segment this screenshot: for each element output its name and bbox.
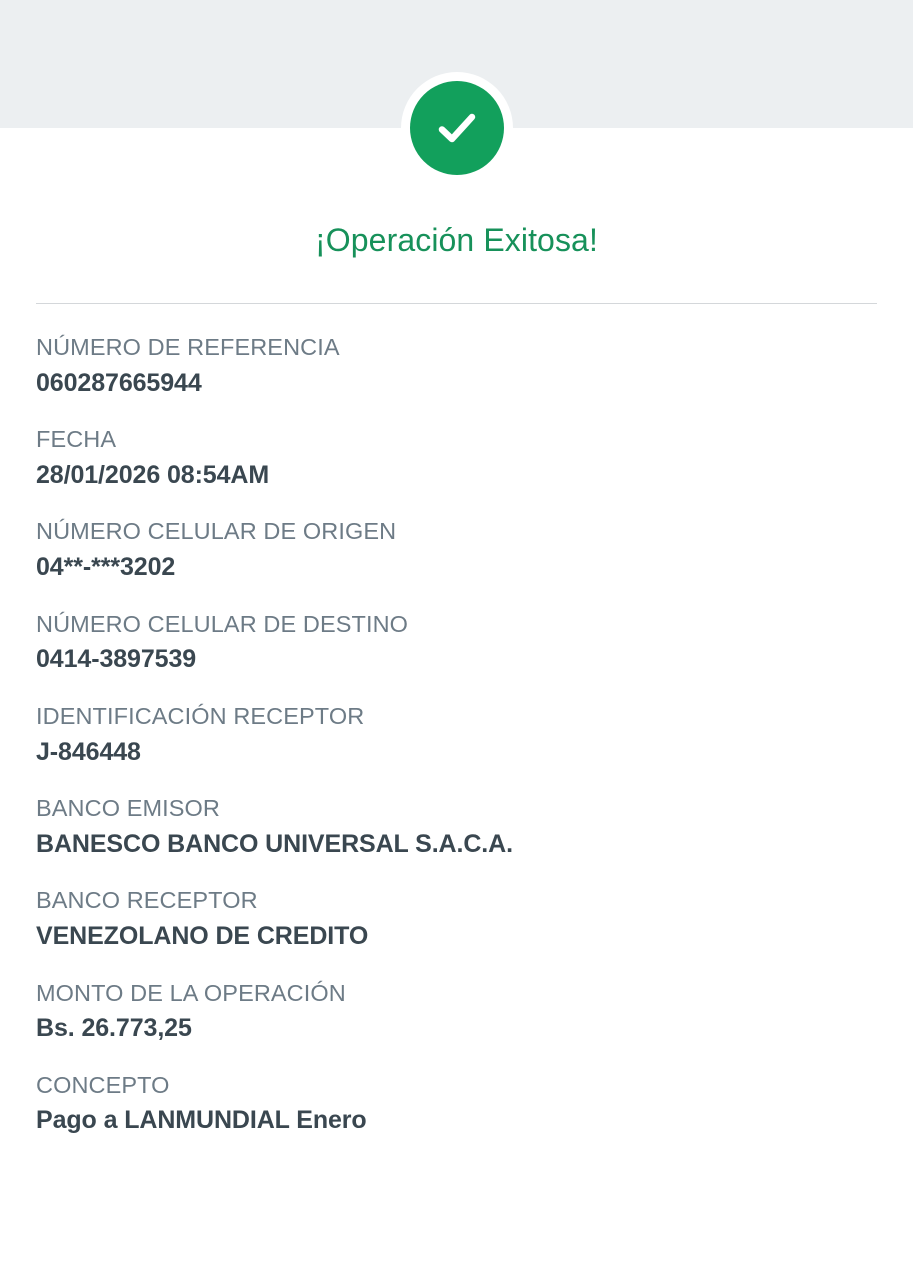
detail-row (36, 793, 877, 861)
receipt-details-list (36, 332, 877, 1162)
detail-value: J-846448 (36, 737, 141, 766)
detail-value: 060287665944 (36, 368, 202, 397)
status-title: ¡Operación Exitosa! (315, 222, 598, 258)
detail-label: BANCO RECEPTOR (36, 887, 258, 914)
detail-label: IDENTIFICACIÓN RECEPTOR (36, 702, 365, 729)
detail-row (36, 978, 877, 1046)
detail-value: 28/01/2026 08:54AM (36, 460, 270, 489)
detail-row (36, 701, 877, 769)
detail-row (36, 609, 877, 677)
detail-value: BANESCO BANCO UNIVERSAL S.A.C.A. (36, 829, 513, 858)
success-badge (0, 72, 913, 184)
detail-value: Bs. 26.773,25 (36, 1014, 192, 1043)
detail-row (36, 885, 877, 953)
detail-value: VENEZOLANO DE CREDITO (36, 922, 369, 951)
detail-label: NÚMERO CELULAR DE DESTINO (36, 610, 409, 637)
detail-label: FECHA (36, 426, 117, 453)
success-badge-ring (401, 72, 513, 184)
detail-value: 04**-***3202 (36, 553, 176, 582)
detail-label: NÚMERO CELULAR DE ORIGEN (36, 518, 397, 545)
detail-row (36, 516, 877, 584)
detail-row (36, 332, 877, 400)
detail-label: NÚMERO DE REFERENCIA (36, 334, 340, 360)
detail-value: Pago a LANMUNDIAL Enero (36, 1106, 367, 1135)
check-circle-icon (410, 81, 504, 175)
section-divider (36, 303, 877, 304)
detail-label: BANCO EMISOR (36, 795, 221, 822)
detail-row (36, 1070, 877, 1138)
detail-row (36, 424, 877, 492)
detail-value: 0414-3897539 (36, 645, 197, 674)
detail-label: MONTO DE LA OPERACIÓN (36, 979, 346, 1006)
detail-label: CONCEPTO (36, 1071, 170, 1098)
